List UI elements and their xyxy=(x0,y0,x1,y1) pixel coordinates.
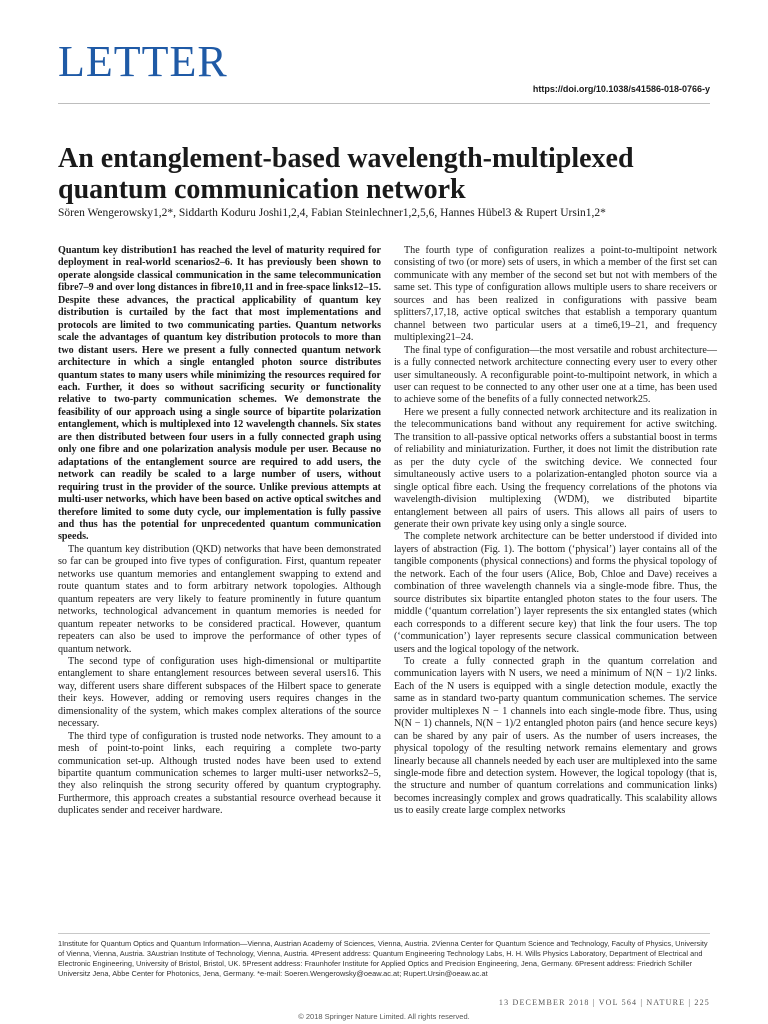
issue-info: 13 DECEMBER 2018 | VOL 564 | NATURE | 225 xyxy=(498,998,710,1007)
affiliations-footnote: 1Institute for Quantum Optics and Quantum Information—Vienna, Austrian Academy of Sciences, Vienna, Austria. 2Vienna Center for Quantum Science and Technology, Faculty of Physics, University of Vienna, Vienna, Austria. 3Austrian Institute of Technology, Vienna, Austria. 4Present address: Quantum Engineering Technology Labs, H. H. Wills Physics Laboratory, Department of Electrical and Electronic Engineering, University of Bristol, Bristol, UK. 5Present address: Fraunhofer Institute for Applied Optics and Precision Engineering, Jena, Germany. 6Present address: Friedrich Schiller Universitz Jena, Abbe Center for Photonics, Jena, Germany. *e-mail: Soeren.Wengerowsky@oeaw.ac.at; Rupert.Ursin@oeaw.ac.at xyxy=(58,939,708,978)
body-paragraph: The fourth type of configuration realizes a point-to-multipoint network consisting of two (or more) sets of users, in which a member of the first set can communicate with any member of the second set but not with members of the same set. This type of configuration allows multiple users to share receivers or sources and has been realized in configurations with passive beam splitters7,17,18, active optical switches that establish a temporary quantum channel between two particular users at a time6,19–21, and frequency multiplexing21–24. xyxy=(394,245,717,344)
body-paragraph: The third type of configuration is trusted node networks. They amount to a mesh of point-to-point links, each requiring a complete two-party communication set-up. Although trusted nodes have been used to extend bipartite quantum communication schemes to larger multi-user networks2–5, they also relinquish the strong security offered by quantum cryptography. Furthermore, this approach creates a substantial resource overhead because it duplicates sender and receiver hardware. xyxy=(58,730,381,817)
body-paragraph: The quantum key distribution (QKD) networks that have been demonstrated so far can be grouped into five types of configuration. First, quantum repeater networks use quantum memories and entanglement swapping to extend and route quantum states and to form arbitrary network topologies. Although quantum repeaters are very likely to feature prominently in future quantum networks, technological advancement in quantum memories is needed for quantum repeater networks to be considered practical. However, quantum repeaters can also be used to improve the performance of other types of quantum network. xyxy=(58,543,381,655)
copyright-notice: © 2018 Springer Nature Limited. All rights reserved. xyxy=(298,1012,470,1021)
header-divider xyxy=(58,103,710,104)
body-paragraph: Here we present a fully connected network architecture and its realization in the telecommunications band without any requirement for active switching. The transition to all-passive optical networks offers a substantial boost in terms of reliability and miniaturization. Further, it does not limit the distribution rate as per the duty cycle of the switching device. We connected four simultaneously active users to a polarization-entangled photon source via a single optical fibre each. Using the frequency correlations of the photons via wavelength-division multiplexing (WDM), we distributed bipartite entanglement between all pairs of users. This allows all pairs of users to generate their own private key using only a single source. xyxy=(394,406,717,530)
body-paragraph: The second type of configuration uses high-dimensional or multipartite entanglement to share entanglement resources between several users16. This way, different users share different subspaces of the Hilbert space to generate their keys. However, adding or removing users requires changes in the dimensionality of the system, which makes complex alterations of the source necessary. xyxy=(58,655,381,730)
author-list: Sören Wengerowsky1,2*, Siddarth Koduru Joshi1,2,4, Fabian Steinlechner1,2,5,6, Hannes Hübel3 & Rupert Ursin1,2* xyxy=(58,207,606,219)
right-column xyxy=(394,245,717,818)
body-paragraph: The final type of configuration—the most versatile and robust architecture—is a fully connected network architecture connecting every user to every other user simultaneously. A reconfigurable point-to-multipoint network, in which a user can request to be connected to any other user one at a time, has been used to achieve some of the benefits of a fully connected network25. xyxy=(394,344,717,406)
abstract: Quantum key distribution1 has reached the level of maturity required for deployment in real-world scenarios2–6. It has previously been shown to operate alongside classical communication in the same telecommunication fibre7–9 and over long distances in fibre10,11 and in free-space links12–15. Despite these advances, the practical applicability of quantum key distribution is curtailed by the fact that most implementations and protocols are limited to two communicating parties. Quantum networks scale the advantages of quantum key distribution protocols to more than two distant users. Here we present a fully connected quantum network architecture in which a single entangled photon source distributes quantum states to many users while minimizing the resources required for each. Further, it does so without sacrificing security or functionality relative to two-party communication schemes. We demonstrate the feasibility of our approach using a single source of bipartite polarization entanglement, which is multiplexed into 12 wavelength channels. Six states are then distributed between four users in a fully connected graph using only one fibre and one polarization analysis module per user. Because no adaptations of the entanglement source are required to add users, the network can readily be scaled to a large number of users, without requiring trust in the provider of the source. Unlike previous attempts at multi-user networks, which have been based on active optical switches and therefore limited to some duty cycle, our implementation is fully passive and thus has the potential for unprecedented quantum communication speeds. xyxy=(58,245,381,543)
title-line-2: quantum communication network xyxy=(58,174,466,205)
title-line-1: An entanglement-based wavelength-multiplexed xyxy=(58,143,634,174)
doi-link[interactable]: https://doi.org/10.1038/s41586-018-0766-y xyxy=(532,84,710,94)
footnote-divider xyxy=(58,933,710,934)
body-paragraph: The complete network architecture can be better understood if divided into layers of abstraction (Fig. 1). The bottom (‘physical’) layer contains all of the tangible components (physical connections) and forms the physical topology of the network. Each of the four users (Alice, Bob, Chloe and Dave) receives a combination of three wavelength channels via a single-mode fibre. Thus, the source distributes six bipartite entangled photon states to the four users. The middle (‘quantum correlation’) layer represents the six entangled states (which each corresponds to a different secure key) that link the four users. The top (‘communication’) layer represents secure classical communication between users and the logical topology of the network. xyxy=(394,531,717,655)
left-column xyxy=(58,245,381,818)
body-paragraph: To create a fully connected graph in the quantum correlation and communication layers with N users, we need a minimum of N(N − 1)/2 links. Each of the N users is equipped with a single detection module, exactly the same as in standard two-party quantum communication schemes. The service provider multiplexes N − 1 channels into each single-mode fibre. Thus, using N(N − 1) channels, N(N − 1)/2 entangled photon pairs (and hence secure keys) can be shared by any pair of users. As the number of users increases, the physical topology of the resulting network remains elementary and grows linearly because all channels needed by each user are multiplexed into the same single-mode fibre and detection system. However, the logical topology (that is, the structure and number of quantum correlations and communication links) becomes increasingly complex and grows quadratically. This scalability allows us to easily create large complex networks xyxy=(394,655,717,817)
article-title xyxy=(58,143,718,205)
section-label: LETTER xyxy=(58,37,228,86)
